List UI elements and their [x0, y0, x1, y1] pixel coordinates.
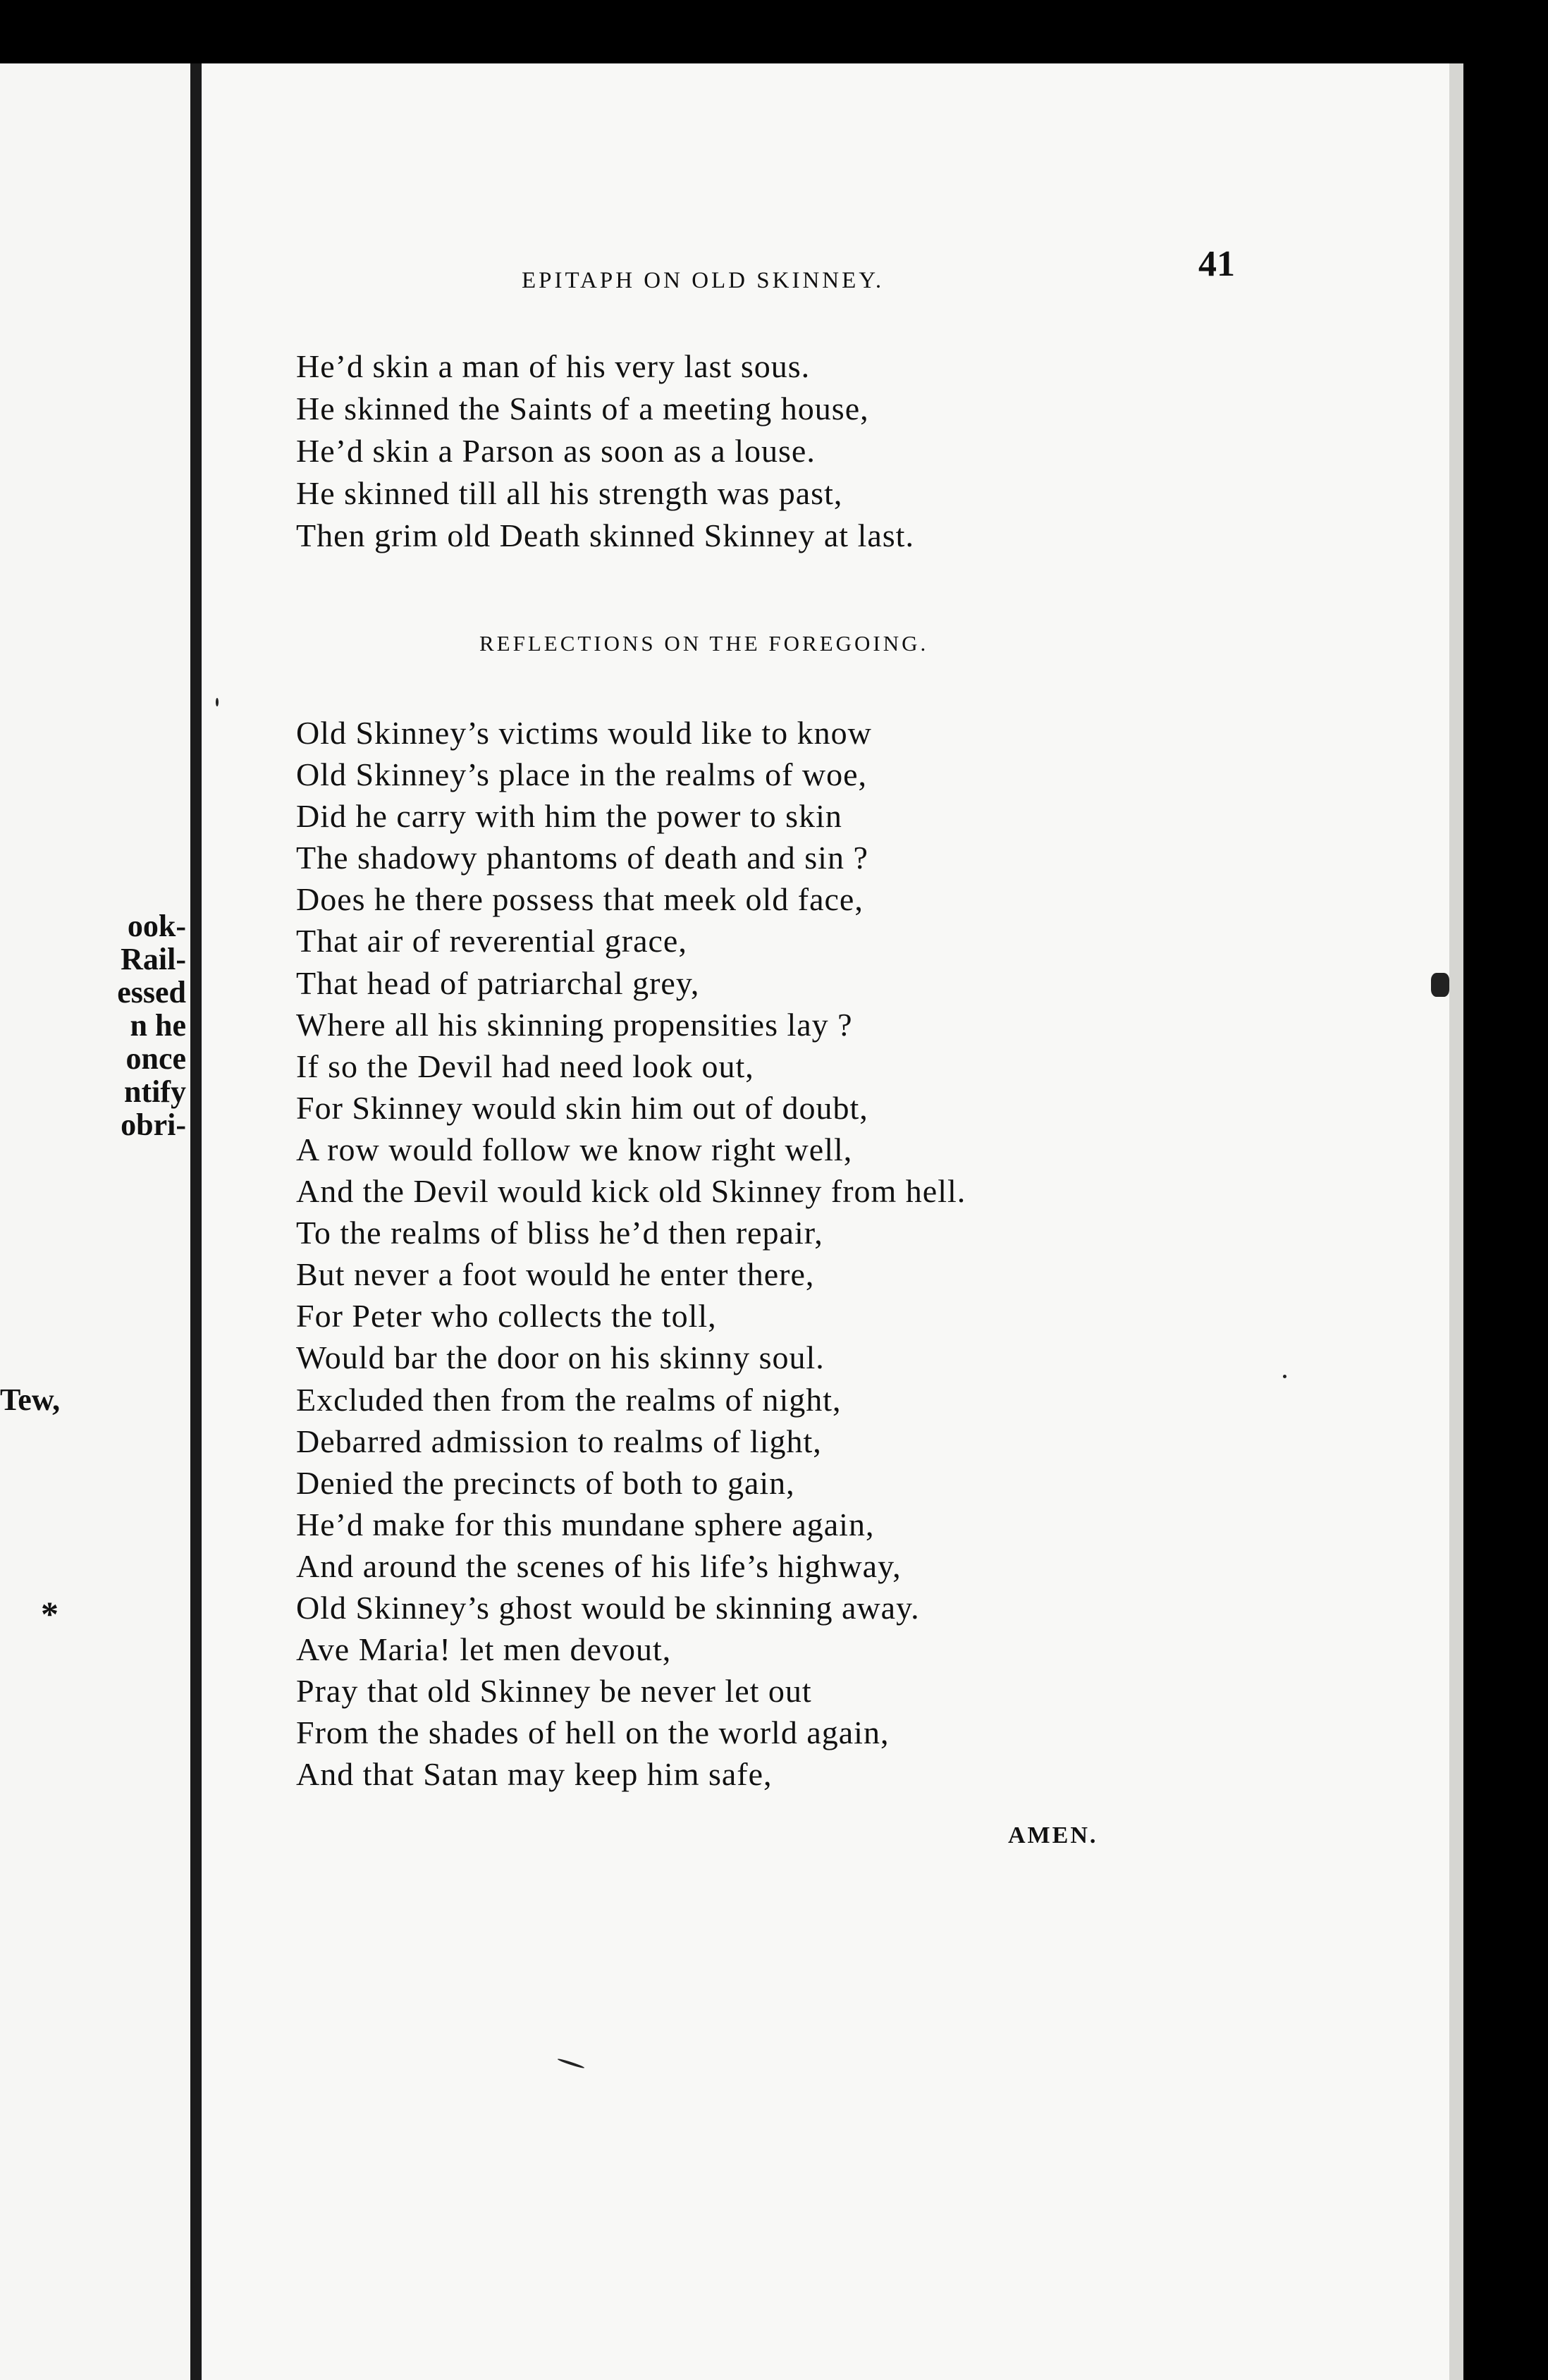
verse-line: Did he carry with him the power to skin: [296, 798, 842, 835]
verse-line: From the shades of hell on the world again,: [296, 1715, 890, 1751]
verse-line: A row would follow we know right well,: [296, 1131, 853, 1167]
verse-line: For Peter who collects the toll,: [296, 1298, 717, 1335]
scan-border-top: [0, 0, 1548, 63]
verse-line: Does he there possess that meek old face,: [296, 881, 864, 918]
verse-line: Then grim old Death skinned Skinney at last.: [296, 517, 914, 553]
verse-line: And the Devil would kick old Skinney from hell.: [296, 1173, 966, 1210]
verse-line: Old Skinney’s victims would like to know: [296, 715, 872, 751]
verse-line: If so the Devil had need look out,: [296, 1048, 754, 1084]
fragment-line: ntify: [124, 1074, 186, 1109]
fragment-line: n he: [130, 1008, 186, 1043]
facing-page-text-fragment-2: Tew,: [0, 1382, 61, 1417]
running-head: EPITAPH ON OLD SKINNEY.: [522, 268, 885, 293]
reflections-verse: [296, 712, 966, 1795]
section-heading: REFLECTIONS ON THE FOREGOING.: [479, 631, 929, 656]
page-number: 41: [1198, 244, 1235, 284]
verse-line: To the realms of bliss he’d then repair,: [296, 1215, 823, 1251]
scan-border-right: [1463, 0, 1548, 2380]
page-edge-shadow: [1449, 63, 1463, 2380]
fragment-line: Rail-: [121, 942, 186, 976]
verse-line: Debarred admission to realms of light,: [296, 1423, 822, 1459]
verse-line: That head of patriarchal grey,: [296, 964, 700, 1001]
verse-line: He skinned till all his strength was past,: [296, 475, 843, 511]
verse-line: Old Skinney’s place in the realms of woe,: [296, 756, 868, 793]
facing-page-text-fragment: [0, 909, 190, 1141]
fragment-line: ook-: [127, 909, 186, 943]
verse-line: For Skinney would skin him out of doubt,: [296, 1089, 868, 1126]
facing-page-left: [0, 63, 190, 2380]
fragment-line: obri-: [121, 1108, 186, 1141]
verse-line: The shadowy phantoms of death and sin ?: [296, 840, 868, 876]
verse-line: And around the scenes of his life’s highway,: [296, 1547, 902, 1584]
verse-line: Would bar the door on his skinny soul.: [296, 1339, 825, 1376]
verse-line: Old Skinney’s ghost would be skinning away.: [296, 1589, 920, 1626]
verse-line: Pray that old Skinney be never let out: [296, 1673, 812, 1710]
verse-line: Excluded then from the realms of night,: [296, 1381, 842, 1418]
scan-speck: [1431, 973, 1449, 997]
verse-line: He skinned the Saints of a meeting house,: [296, 391, 869, 427]
scan-speck: [216, 698, 219, 706]
verse-line: He’d skin a Parson as soon as a louse.: [296, 433, 816, 469]
verse-line: He’d make for this mundane sphere again,: [296, 1506, 875, 1542]
verse-line: Denied the precincts of both to gain,: [296, 1464, 795, 1501]
scan-speck: [1283, 1375, 1286, 1378]
closing-amen: AMEN.: [1008, 1822, 1098, 1848]
verse-line: And that Satan may keep him safe,: [296, 1756, 773, 1793]
verse-line: Ave Maria! let men devout,: [296, 1631, 672, 1668]
epitaph-verse: [296, 345, 914, 557]
verse-line: He’d skin a man of his very last sous.: [296, 348, 811, 384]
verse-line: That air of reverential grace,: [296, 923, 687, 959]
book-spine-gutter: [190, 63, 202, 2380]
fragment-line: once: [125, 1041, 186, 1076]
verse-line: Where all his skinning propensities lay ?: [296, 1006, 853, 1043]
verse-line: But never a foot would he enter there,: [296, 1256, 815, 1293]
facing-page-asterisk: *: [41, 1594, 59, 1633]
fragment-line: essed: [117, 975, 186, 1010]
